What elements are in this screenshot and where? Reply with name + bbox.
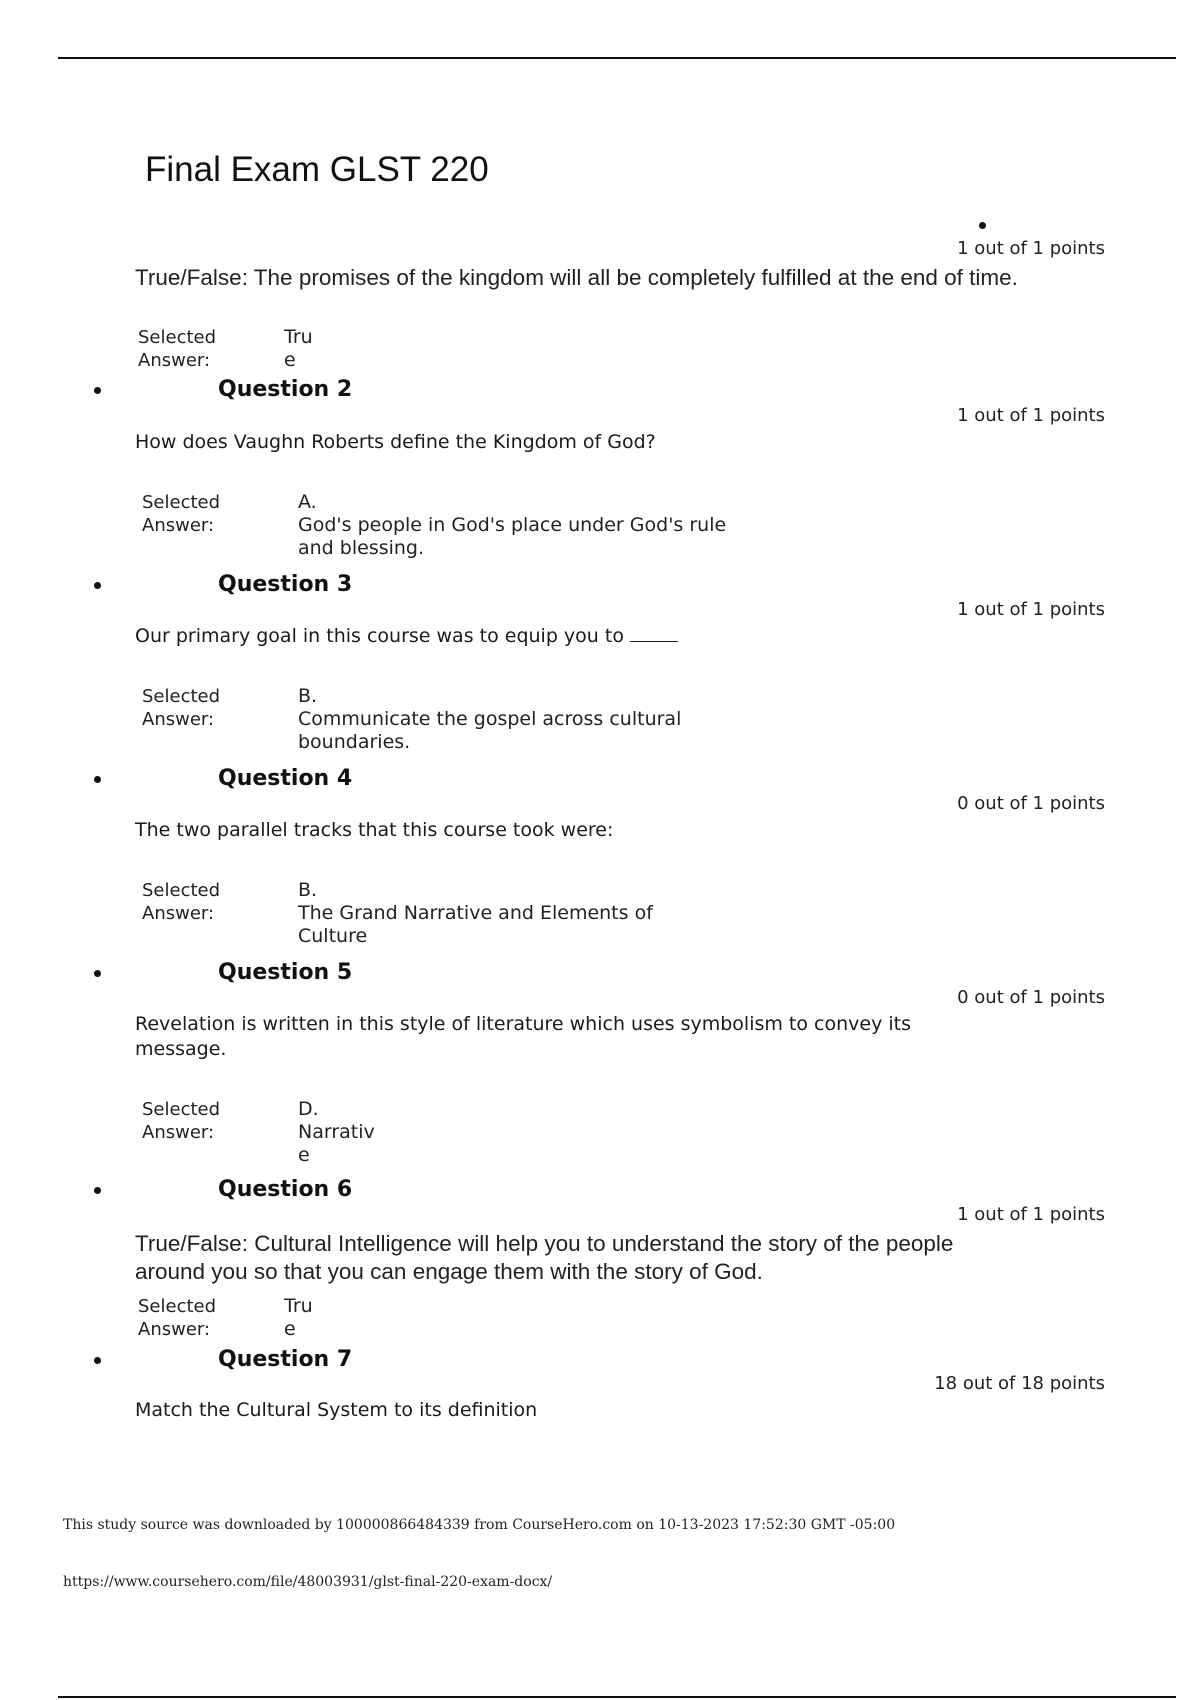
answer-line: e [284,349,296,371]
bullet-icon [94,970,101,977]
source-url[interactable]: https://www.coursehero.com/file/48003931/glst-final-220-exam-docx/ [63,1574,553,1590]
q1-selected-answer [284,326,313,372]
q5-points: 0 out of 1 points [957,987,1105,1008]
q4-heading: Question 4 [218,766,353,791]
top-rule [58,57,1176,59]
q2-text: How does Vaughn Roberts define the Kingdom of God? [135,431,656,453]
q3-heading: Question 3 [218,572,353,597]
answer-line: boundaries. [298,731,411,753]
q5-answer-label [142,1098,220,1144]
answer-label: Answer: [138,1319,211,1340]
selected-label: Selected [142,686,221,707]
answer-line: Culture [298,925,368,947]
selected-label: Selected [142,1099,221,1120]
q6-selected-answer [284,1295,313,1341]
answer-label: Answer: [142,903,215,924]
answer-line: B. [298,685,318,707]
page-title: Final Exam GLST 220 [145,150,489,189]
answer-line: e [284,1318,296,1340]
q3-points: 1 out of 1 points [957,599,1105,620]
bullet-icon [94,387,101,394]
q2-points: 1 out of 1 points [957,405,1105,426]
answer-line: Tru [284,1295,313,1317]
question-text-line: around you so that you can engage them with the story of God. [135,1259,763,1284]
answer-line: God's people in God's place under God's rule [298,514,727,536]
bottom-rule [58,1696,1176,1698]
answer-label: Answer: [142,515,215,536]
q6-text [135,1230,953,1286]
q3-answer-label [142,685,220,731]
selected-label: Selected [142,880,221,901]
answer-label: Answer: [142,709,215,730]
q1-points: 1 out of 1 points [957,238,1105,259]
answer-line: D. [298,1098,319,1120]
fill-in-blank [630,640,678,642]
q4-points: 0 out of 1 points [957,793,1105,814]
q3-text: Our primary goal in this course was to equip you to [135,625,624,647]
question-text-line: message. [135,1038,227,1060]
answer-label: Answer: [138,350,211,371]
bullet-icon [94,582,101,589]
q7-text: Match the Cultural System to its definition [135,1399,538,1421]
bullet-icon [94,1187,101,1194]
answer-line: Narrativ [298,1121,375,1143]
q2-answer-label [142,491,220,537]
answer-line: and blessing. [298,537,425,559]
q4-selected-answer [298,879,653,948]
answer-line: e [298,1144,310,1166]
selected-label: Selected [142,492,221,513]
bullet-icon [94,1357,101,1364]
bullet-icon [94,776,101,783]
q2-heading: Question 2 [218,377,353,402]
q6-points: 1 out of 1 points [957,1204,1105,1225]
q2-selected-answer [298,491,726,560]
q3-selected-answer [298,685,681,754]
selected-label: Selected [138,1296,217,1317]
q6-answer-label [138,1295,216,1341]
source-attribution: This study source was downloaded by 100000866484339 from CourseHero.com on 10-13-2023 17:52:30 GMT -05:00 [63,1517,896,1533]
answer-line: Communicate the gospel across cultural [298,708,682,730]
q1-text: True/False: The promises of the kingdom will all be completely fulfilled at the end of time. [135,265,1018,290]
q1-answer-label [138,326,216,372]
q3-text-line [135,625,678,647]
answer-line: A. [298,491,317,513]
question-text-line: Revelation is written in this style of literature which uses symbolism to convey its [135,1013,912,1035]
q5-heading: Question 5 [218,960,353,985]
selected-label: Selected [138,327,217,348]
answer-line: Tru [284,326,313,348]
answer-line: B. [298,879,318,901]
q5-text [135,1012,911,1062]
q4-answer-label [142,879,220,925]
answer-label: Answer: [142,1122,215,1143]
question-text-line: True/False: Cultural Intelligence will help you to understand the story of the people [135,1231,954,1256]
q4-text: The two parallel tracks that this course took were: [135,819,614,841]
q5-selected-answer [298,1098,375,1167]
q7-heading: Question 7 [218,1347,353,1372]
answer-line: The Grand Narrative and Elements of [298,902,653,924]
bullet-icon [979,222,986,229]
q7-points: 18 out of 18 points [934,1373,1105,1394]
q6-heading: Question 6 [218,1177,353,1202]
